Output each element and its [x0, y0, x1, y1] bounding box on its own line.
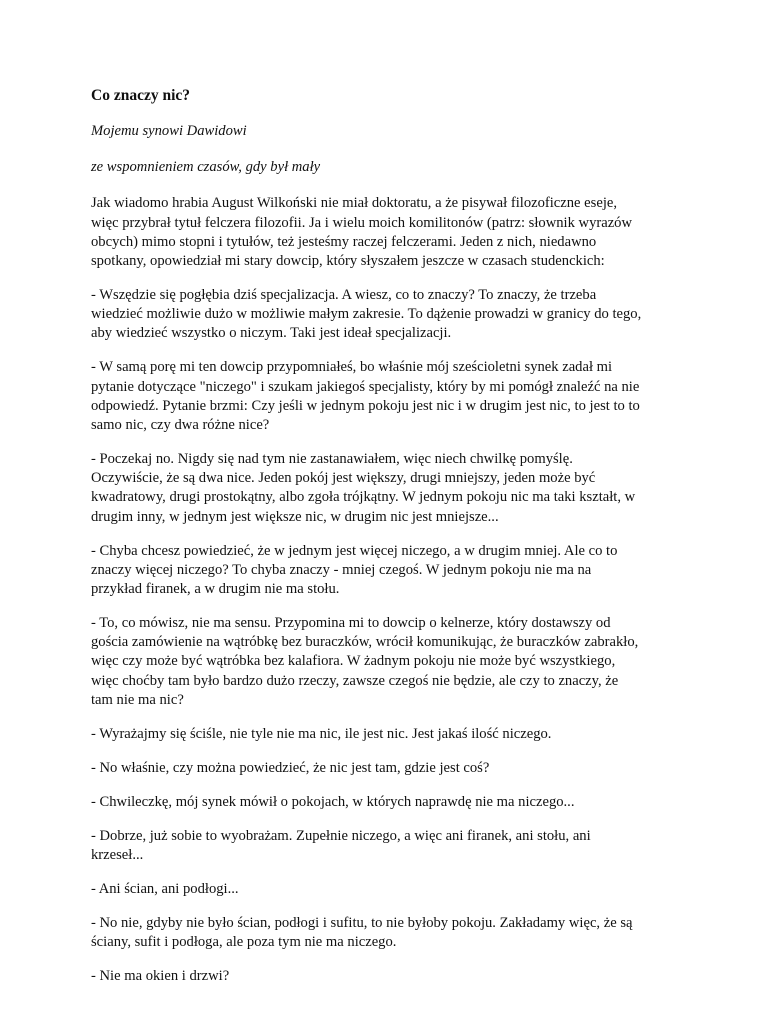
paragraph [91, 759, 688, 778]
paragraph-line: - No właśnie, czy można powiedzieć, że nic jest tam, gdzie jest coś? [91, 759, 490, 776]
paragraph-line: więc przybrał tytuł felczera filozofii. Ja i wielu moich komilitonów (patrz: słownik wyrazów [91, 214, 633, 231]
paragraph-line: Oczywiście, że są dwa nice. Jeden pokój jest większy, drugi mniejszy, jeden może być [91, 470, 596, 487]
paragraph [91, 967, 688, 986]
document-title: Co znaczy nic? [91, 87, 191, 104]
paragraph [91, 914, 688, 952]
paragraph-line: gościa zamówienie na wątróbkę bez buraczków, wrócił komunikując, że buraczków zabrakło, [91, 634, 639, 651]
paragraph-line: ściany, sufit i podłoga, ale poza tym nie ma niczego. [91, 934, 397, 951]
paragraph-line: więc choćby tam było bardzo dużo rzeczy, zawsze czegoś nie będzie, ale czy to znaczy, że [91, 672, 619, 689]
paragraph [91, 450, 688, 527]
paragraph [91, 358, 688, 435]
paragraph-line: - To, co mówisz, nie ma sensu. Przypomina mi to dowcip o kelnerze, który dostawszy od [91, 615, 611, 632]
paragraph-line: drugim inny, w jednym jest większe nic, w drugim nic jest mniejsze... [91, 508, 499, 525]
paragraph [91, 286, 688, 344]
paragraph-line: spotkany, opowiedział mi stary dowcip, który słyszałem jeszcze w czasach studenckich: [91, 253, 605, 270]
paragraph-line: więc czy może być wątróbka bez kalafiora. W żadnym pokoju nie może być wszystkiego, [91, 653, 616, 670]
paragraph-line: - Wyrażajmy się ściśle, nie tyle nie ma nic, ile jest nic. Jest jakaś ilość niczego. [91, 725, 552, 742]
paragraph-line: przykład firanek, a w drugim nie ma stołu. [91, 581, 340, 598]
paragraph-line: - No nie, gdyby nie było ścian, podłogi i sufitu, to nie byłoby pokoju. Zakładamy więc, że są [91, 915, 633, 932]
paragraph [91, 614, 688, 710]
dedication: Mojemu synowi Dawidowi [91, 123, 247, 139]
paragraph-line: - Ani ścian, ani podłogi... [91, 881, 239, 898]
paragraph-line: - Nie ma okien i drzwi? [91, 968, 230, 985]
paragraph [91, 827, 688, 865]
paragraph-line: pytanie dotyczące "niczego" i szukam jakiegoś specjalisty, który by mi pomógł znaleźć na nie [91, 378, 640, 395]
paragraph-line: - Chwileczkę, mój synek mówił o pokojach, w których naprawdę nie ma niczego... [91, 793, 575, 810]
paragraph-line: wiedzieć możliwie dużo w możliwie małym zakresie. To dążenie prowadzi w granicy do tego, [91, 306, 642, 323]
paragraph [91, 194, 688, 271]
paragraph-line: samo nic, czy dwa różne nice? [91, 417, 270, 434]
paragraph [91, 880, 688, 899]
paragraph-line: - W samą porę mi ten dowcip przypomniałeś, bo właśnie mój sześcioletni synek zadał mi [91, 359, 613, 376]
paragraph-line: Jak wiadomo hrabia August Wilkoński nie miał doktoratu, a że pisywał filozoficzne eseje, [91, 195, 618, 212]
paragraph-line: obcych) mimo stopni i tytułów, też jesteśmy raczej felczerami. Jeden z nich, niedawno [91, 233, 597, 250]
paragraph-line: odpowiedź. Pytanie brzmi: Czy jeśli w jednym pokoju jest nic i w drugim jest nic, to jest to to [91, 397, 640, 414]
paragraph-line: - Poczekaj no. Nigdy się nad tym nie zastanawiałem, więc niech chwilkę pomyślę. [91, 451, 573, 468]
paragraph-line: krzeseł... [91, 847, 144, 864]
paragraph-line: aby wiedzieć wszystko o niczym. Taki jest ideał specjalizacji. [91, 325, 452, 342]
paragraph-line: - Wszędzie się pogłębia dziś specjalizacja. A wiesz, co to znaczy? To znaczy, że trzeba [91, 287, 597, 304]
dedication-note: ze wspomnieniem czasów, gdy był mały [91, 159, 321, 176]
paragraph-line: - Chyba chcesz powiedzieć, że w jednym jest więcej niczego, a w drugim mniej. Ale co to [91, 542, 618, 559]
paragraph-line: - Dobrze, już sobie to wyobrażam. Zupełnie niczego, a więc ani firanek, ani stołu, ani [91, 827, 591, 844]
document-body [91, 194, 688, 986]
paragraph [91, 793, 688, 812]
paragraph-line: kwadratowy, drugi prostokątny, albo zgoła trójkątny. W jednym pokoju nic ma taki kształt, w [91, 489, 636, 506]
paragraph-line: znaczy więcej niczego? To chyba znaczy - mniej czegoś. W jednym pokoju nie ma na [91, 561, 592, 578]
paragraph-line: tam nie ma nic? [91, 691, 184, 708]
paragraph [91, 725, 688, 744]
paragraph [91, 542, 688, 600]
